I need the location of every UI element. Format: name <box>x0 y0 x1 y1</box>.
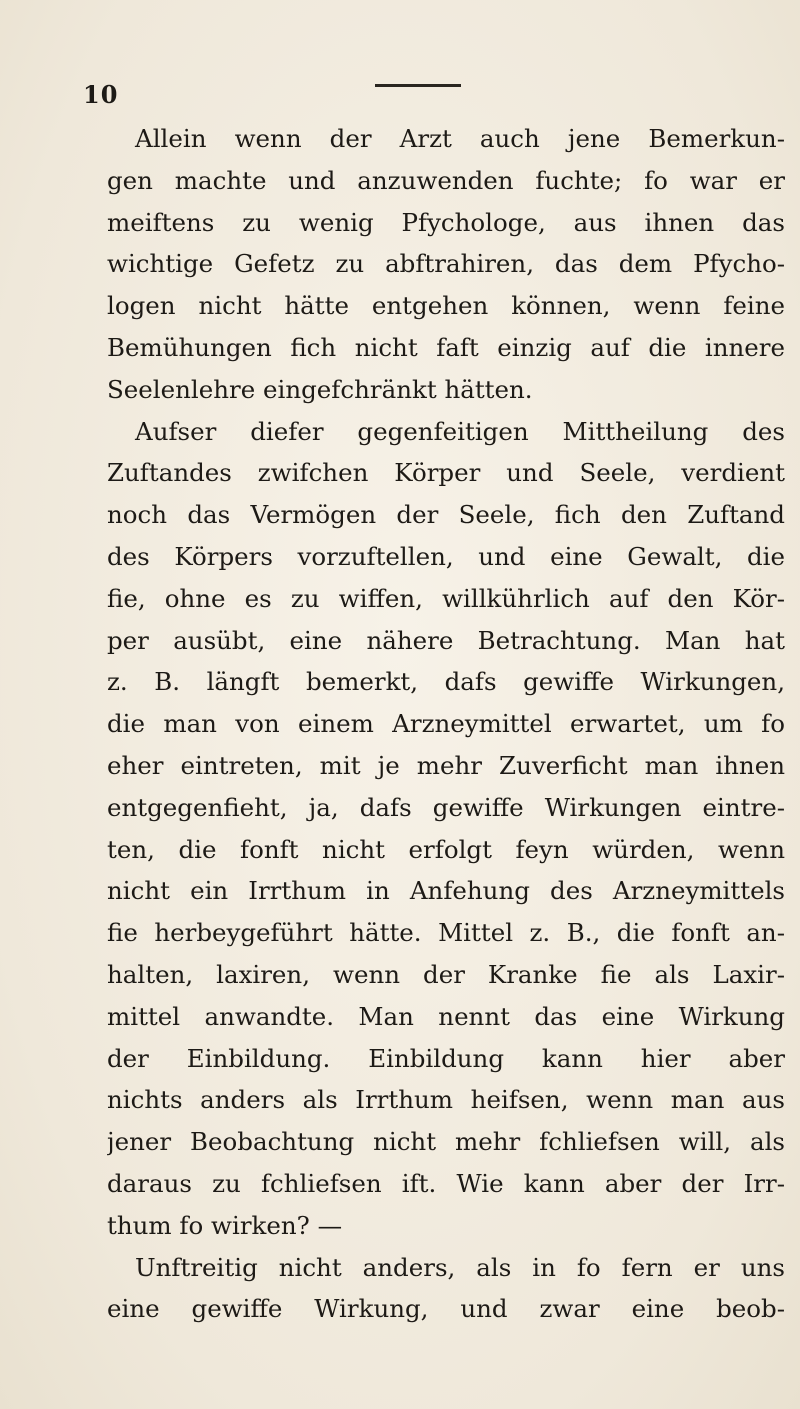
text-line: entgegenfieht, ja, dafs gewiffe Wirkungen eintre- <box>107 792 785 822</box>
text-line: eine gewiffe Wirkung, und zwar eine beob- <box>107 1294 785 1324</box>
text-line: z. B. längft bemerkt, dafs gewiffe Wirkungen, <box>107 667 785 697</box>
text-line: noch das Vermögen der Seele, fich den Zuftand <box>107 500 785 530</box>
text-line: Seelenlehre eingefchränkt hätten. <box>107 374 533 404</box>
text-line: per ausübt, eine nähere Betrachtung. Man hat <box>107 625 785 655</box>
text-line: die man von einem Arzneymittel erwartet, um fo <box>107 709 785 739</box>
paragraph-3 <box>107 1247 785 1331</box>
text-line: fie herbeygeführt hätte. Mittel z. B., die fonft an- <box>107 918 785 948</box>
text-line: halten, laxiren, wenn der Kranke fie als Laxir- <box>107 959 785 989</box>
text-line: Zuftandes zwifchen Körper und Seele, verdient <box>107 458 785 488</box>
header-rule <box>375 84 461 87</box>
paragraph-1 <box>107 118 785 411</box>
paragraph-2 <box>107 411 785 1247</box>
text-line: thum fo wirken? — <box>107 1210 343 1240</box>
text-line: Unftreitig nicht anders, als in fo fern er uns <box>135 1252 785 1282</box>
text-line: Allein wenn der Arzt auch jene Bemerkun- <box>135 124 785 153</box>
page-number: 10 <box>83 80 119 109</box>
text-line: gen machte und anzuwenden fuchte; fo war er <box>107 165 785 195</box>
text-line: Aufser diefer gegenfeitigen Mittheilung des <box>135 416 785 446</box>
text-line: des Körpers vorzuftellen, und eine Gewalt, die <box>107 541 785 571</box>
text-line: mittel anwandte. Man nennt das eine Wirkung <box>107 1001 785 1031</box>
text-line: eher eintreten, mit je mehr Zuverficht man ihnen <box>107 750 785 780</box>
text-line: logen nicht hätte entgehen können, wenn feine <box>107 291 785 321</box>
text-line: Bemühungen fich nicht faft einzig auf die innere <box>107 332 785 362</box>
text-line: meiftens zu wenig Pfychologe, aus ihnen das <box>107 207 785 237</box>
text-line: nicht ein Irrthum in Anfehung des Arzneymittels <box>107 876 785 906</box>
text-line: der Einbildung. Einbildung kann hier aber <box>107 1043 785 1073</box>
text-line: ten, die fonft nicht erfolgt feyn würden, wenn <box>107 834 785 864</box>
text-line: daraus zu fchliefsen ift. Wie kann aber der Irr- <box>107 1168 785 1198</box>
text-line: wichtige Gefetz zu abftrahiren, das dem Pfycho- <box>107 249 785 279</box>
text-line: jener Beobachtung nicht mehr fchliefsen will, als <box>107 1127 785 1157</box>
text-line: fie, ohne es zu wiffen, willkührlich auf den Kör- <box>107 583 785 613</box>
text-line: nichts anders als Irrthum heifsen, wenn man aus <box>107 1085 785 1115</box>
body-text <box>107 118 785 1330</box>
